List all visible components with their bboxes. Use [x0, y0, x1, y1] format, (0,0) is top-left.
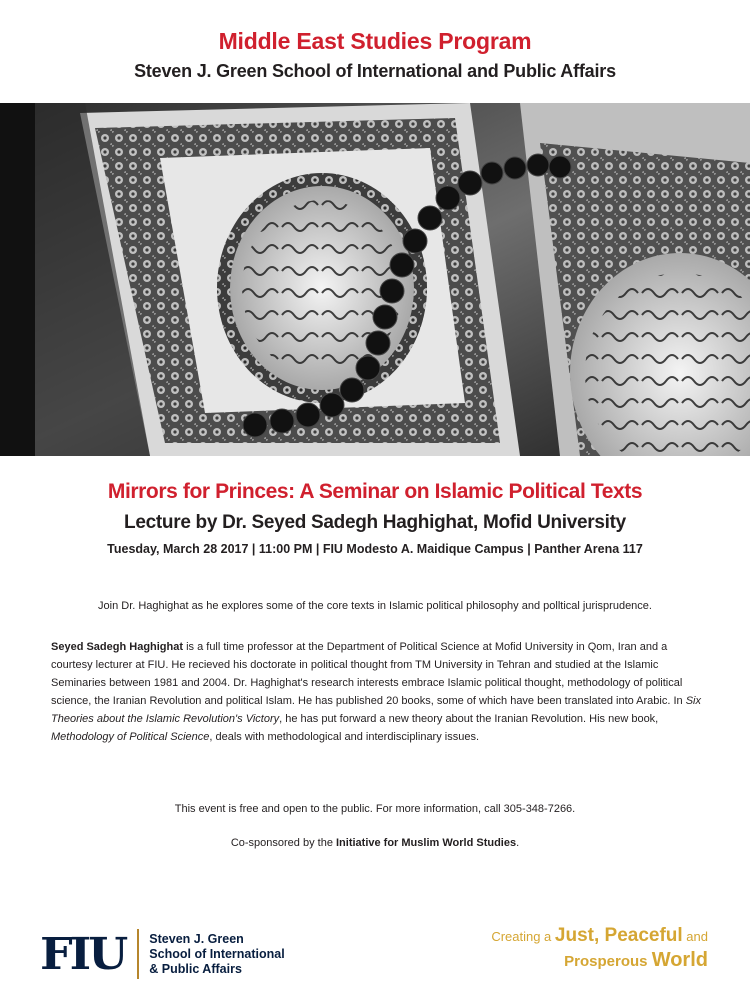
quran-manuscript-photo — [0, 103, 750, 456]
logo-line-2: School of International — [149, 946, 285, 961]
speaker-name: Seyed Sadegh Haghighat — [51, 641, 184, 653]
bio-text-1: is a full time professor at the Department of Political Science at Mofid University in Qom, Iran and a courtesy lecturer at FIU. He recieved his doctorate in political thought from TM University in Tehran and studied at the Islamic Seminaries between 1981 and 2004. Dr. Haghighat's research interests embrace Islamic political thought, methodology of political science, the Iranian Revolution and political Islam. He has published 20 books, some of which have been translated into Arabic. In — [51, 641, 686, 707]
tagline-part-1: Creating a — [491, 929, 555, 944]
bio-text-3: , deals with methodological and interdisciplinary issues. — [209, 731, 480, 743]
logo-line-3: & Public Affairs — [149, 961, 242, 976]
logo-text — [149, 932, 284, 977]
logo-divider — [137, 929, 139, 979]
program-title: Middle East Studies Program — [218, 28, 532, 54]
tagline-part-2: Just, Peaceful — [554, 925, 683, 946]
school-title: Steven J. Green School of International and Public Affairs — [134, 61, 616, 81]
cosponsor-suffix: . — [516, 837, 520, 849]
quran-photo-illustration — [0, 103, 750, 456]
tagline-part-5: World — [651, 949, 708, 971]
tagline-line-1 — [491, 925, 708, 948]
cosponsor-line — [0, 837, 750, 849]
fiu-logo — [40, 928, 285, 980]
logo-line-1: Steven J. Green — [149, 931, 244, 946]
speaker-bio — [51, 638, 701, 746]
cosponsor-org: Initiative for Muslim World Studies — [336, 837, 517, 849]
seminar-title: Mirrors for Princes: A Seminar on Islamic Political Texts — [107, 480, 643, 503]
free-event-notice: This event is free and open to the public. For more information, call 305-348-7266. — [174, 803, 576, 815]
book-title-1: Six Theories about the Islamic Revolution's Victory — [51, 695, 701, 725]
bio-text-2: , he has put forward a new theory about the Iranian Revolution. His new book, — [279, 713, 659, 725]
header — [0, 28, 750, 82]
intro-text: Join Dr. Haghighat as he explores some of the core texts in Islamic political philosophy and polltical jurisprudence. — [98, 600, 652, 612]
cosponsor-prefix: Co-sponsored by the — [230, 837, 336, 849]
book-title-2: Methodology of Political Science — [51, 731, 210, 743]
fiu-mark: FIU — [40, 928, 126, 980]
tagline-part-4: Prosperous — [564, 953, 652, 970]
lecture-title: Lecture by Dr. Seyed Sadegh Haghighat, Mofid University — [124, 512, 626, 533]
event-block — [0, 480, 750, 556]
event-details: Tuesday, March 28 2017 | 11:00 PM | FIU Modesto A. Maidique Campus | Panther Arena 117 — [107, 542, 643, 556]
tagline-line-2 — [491, 948, 708, 974]
tagline — [491, 925, 708, 974]
tagline-part-3: and — [682, 929, 708, 944]
